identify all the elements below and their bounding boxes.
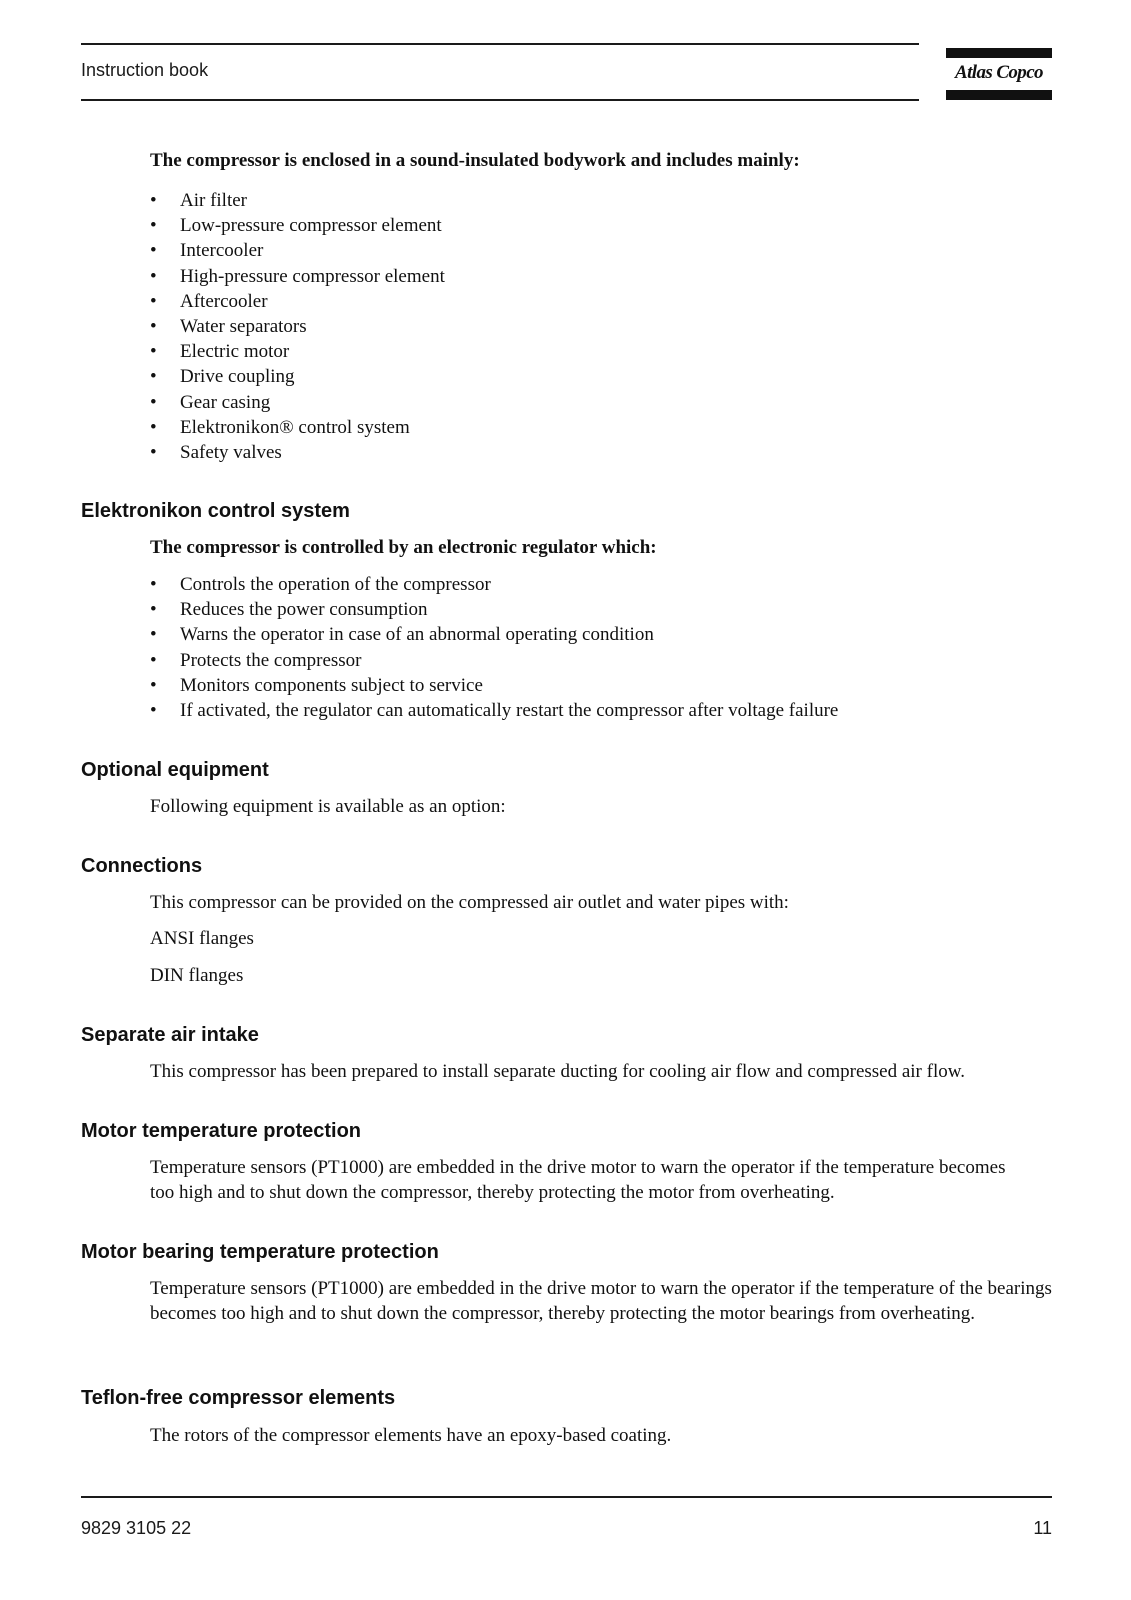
optional-equipment-heading: Optional equipment xyxy=(81,759,269,781)
header-title: Instruction book xyxy=(81,60,209,80)
list-item: • Electric motor xyxy=(150,339,445,364)
list-item: • Elektronikon® control system xyxy=(150,415,445,440)
list-item: • Water separators xyxy=(150,314,445,339)
list-item: • If activated, the regulator can automatically restart the compressor after voltage failure xyxy=(150,698,838,723)
list-item: • Safety valves xyxy=(150,440,445,465)
elektronikon-intro: The compressor is controlled by an electronic regulator which: xyxy=(150,537,657,558)
list-item: • Low-pressure compressor element xyxy=(150,213,445,238)
logo-text: Atlas Copco xyxy=(955,62,1043,83)
teflon-free-heading: Teflon-free compressor elements xyxy=(81,1387,396,1409)
motor-bearing-temperature-heading: Motor bearing temperature protection xyxy=(81,1241,439,1263)
motor-bearing-temperature-text: Temperature sensors (PT1000) are embedded in the drive motor to warn the operator if the temperature of the bearings becomes too high and to shut down the compressor, thereby protecting the motor bearings from overheating. xyxy=(150,1278,1052,1325)
list-item: • Gear casing xyxy=(150,390,445,415)
components-list xyxy=(150,188,445,465)
list-item: • Aftercooler xyxy=(150,289,445,314)
connections-heading: Connections xyxy=(81,855,203,877)
connections-text: This compressor can be provided on the compressed air outlet and water pipes with: xyxy=(150,892,789,913)
motor-temperature-text: Temperature sensors (PT1000) are embedded in the drive motor to warn the operator if the temperature becomes too high and to shut down the compressor, thereby protecting the motor from overheating. xyxy=(150,1157,1006,1204)
header-bottom-rule xyxy=(81,99,919,101)
header-top-rule xyxy=(81,43,919,45)
logo-bottom-bar xyxy=(946,90,1052,100)
logo-top-bar xyxy=(946,48,1052,58)
footer-rule xyxy=(81,1496,1052,1498)
list-item: • High-pressure compressor element xyxy=(150,264,445,289)
motor-temperature-heading: Motor temperature protection xyxy=(81,1120,362,1142)
footer-doc-number: 9829 3105 22 xyxy=(81,1518,192,1538)
connections-option-ansi: ANSI flanges xyxy=(150,928,254,949)
list-item: • Reduces the power consumption xyxy=(150,597,838,622)
list-item: • Drive coupling xyxy=(150,364,445,389)
atlas-copco-logo xyxy=(946,48,1052,100)
teflon-free-text: The rotors of the compressor elements have an epoxy-based coating. xyxy=(150,1425,672,1446)
optional-equipment-text: Following equipment is available as an option: xyxy=(150,796,506,817)
list-item: • Warns the operator in case of an abnormal operating condition xyxy=(150,622,838,647)
list-item: • Protects the compressor xyxy=(150,648,838,673)
list-item: • Intercooler xyxy=(150,238,445,263)
regulator-functions-list xyxy=(150,572,838,723)
list-item: • Monitors components subject to service xyxy=(150,673,838,698)
footer-page-number: 11 xyxy=(1033,1518,1052,1538)
intro-text: The compressor is enclosed in a sound-insulated bodywork and includes mainly: xyxy=(150,150,800,171)
separate-air-intake-text: This compressor has been prepared to install separate ducting for cooling air flow and compressed air flow. xyxy=(150,1061,965,1082)
separate-air-intake-heading: Separate air intake xyxy=(81,1024,259,1046)
list-item: • Controls the operation of the compressor xyxy=(150,572,838,597)
list-item: • Air filter xyxy=(150,188,445,213)
connections-option-din: DIN flanges xyxy=(150,965,244,986)
elektronikon-heading: Elektronikon control system xyxy=(81,500,350,522)
